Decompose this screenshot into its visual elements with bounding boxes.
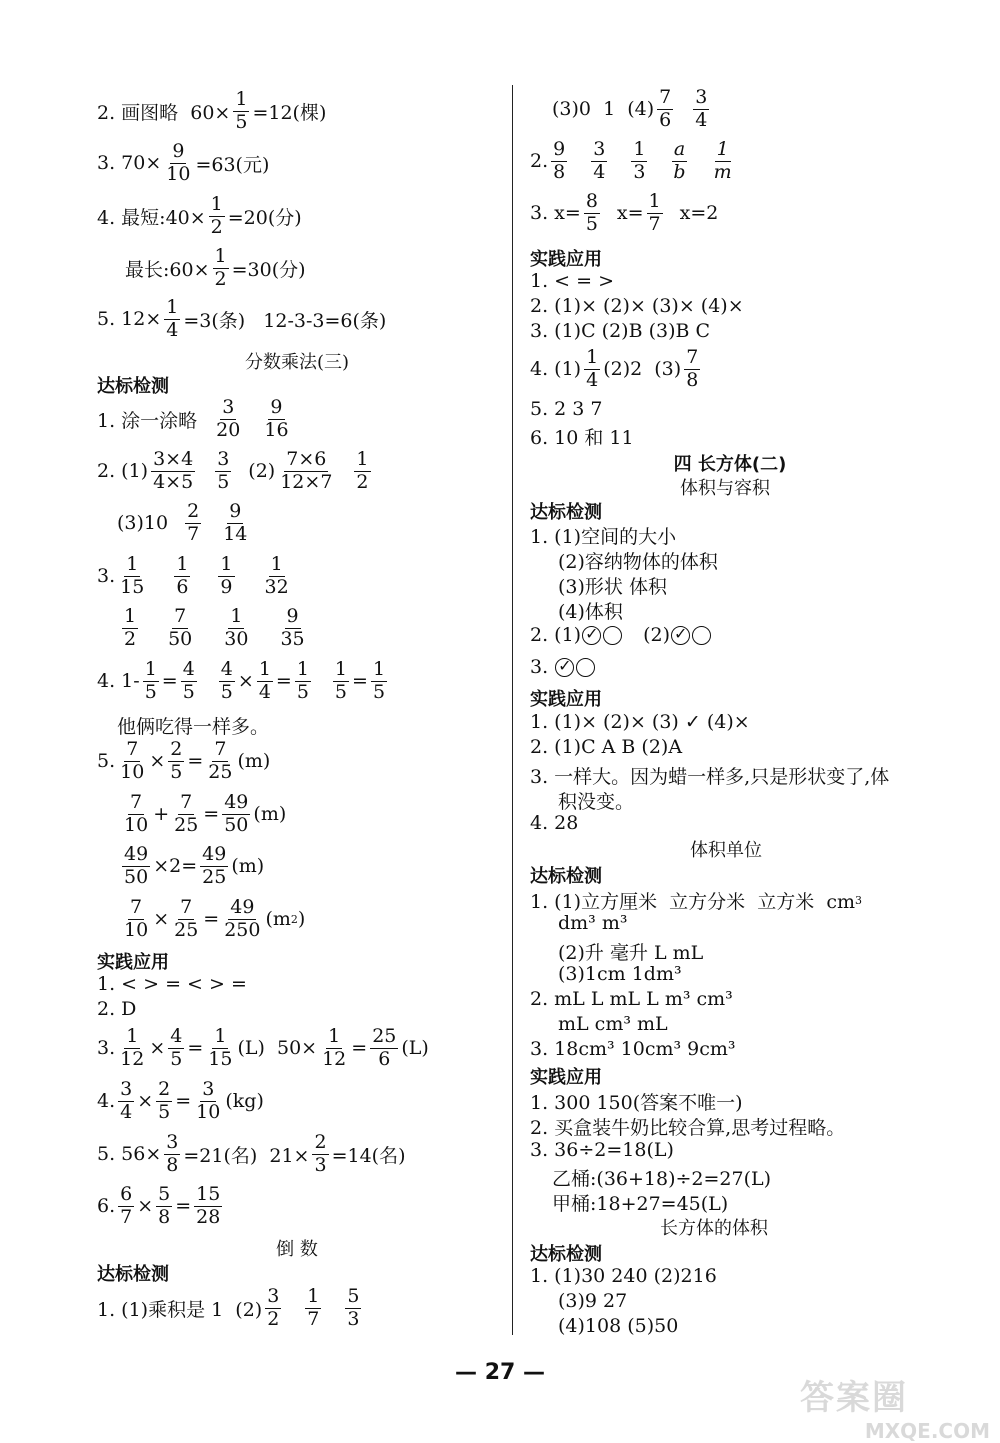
answer-text: 1. < = > <box>530 270 615 292</box>
answer-line: 3. 70× $\frac{9}{10}$ =63(元) <box>97 140 270 185</box>
answer-text: (4)108 (5)50 <box>558 1315 679 1337</box>
answer-text: 1. (1)× (2)× (3) ✓ (4)× <box>530 711 750 733</box>
answer-line: $\frac{49}{50}$ ×2= $\frac{49}{25}$ (m) <box>124 843 265 888</box>
answer-text: 1. (1)30 240 (2)216 <box>530 1265 717 1287</box>
fraction: $\frac{1}{4}$ <box>166 296 179 341</box>
fraction: $\frac{15}{28}$ <box>196 1183 221 1228</box>
fraction: $\frac{1}{6}$ <box>176 553 189 598</box>
fraction: $\frac{3}{4}$ <box>120 1078 133 1123</box>
answer-line: 5. $\frac{7}{10}$ × $\frac{2}{5}$ = $\frac{7}{25}$ (m) <box>97 738 271 783</box>
watermark-main: 答案圈 <box>800 1378 908 1418</box>
fraction: $\frac{3}{20}$ <box>216 396 241 441</box>
fraction: $\frac{7}{10}$ <box>120 738 145 783</box>
checked-circle-icon <box>671 626 690 645</box>
fraction: $\frac{9}{35}$ <box>280 605 305 650</box>
fraction: $\frac{8}{5}$ <box>585 190 598 235</box>
answer-text: 3. (1)C (2)B (3)B C <box>530 320 711 342</box>
answer-text: 1. (1)空间的大小 <box>530 526 677 548</box>
answer-text: 积没变。 <box>558 791 635 813</box>
watermark-logo <box>800 1370 990 1443</box>
answer-line: 5. 12× $\frac{1}{4}$ =3(条) 12-3-3=6(条) <box>97 296 387 341</box>
section-title: 体积单位 <box>690 840 762 861</box>
fraction: $\frac{1}{3}$ <box>633 138 646 183</box>
watermark-sub: MXQE.COM <box>864 1419 990 1443</box>
fraction: $\frac{49}{25}$ <box>202 843 227 888</box>
fraction: $\frac{7}{6}$ <box>659 86 672 131</box>
fraction: $\frac{7}{25}$ <box>174 896 199 941</box>
answer-line: 4. $\frac{3}{4}$ × $\frac{2}{5}$ = $\frac{3}{10}$ (kg) <box>97 1078 264 1123</box>
fraction: $\frac{4}{5}$ <box>170 1025 183 1070</box>
section-title: 倒 数 <box>276 1239 318 1260</box>
answer-text: 1. (1)立方厘米 立方分米 立方米 cm 3 <box>530 891 862 913</box>
answer-text: 2. mL L mL L m³ cm³ <box>530 988 733 1010</box>
fraction: $\frac{1}{5}$ <box>144 658 157 703</box>
answer-line: (3)0 1 (4) $\frac{7}{6}$ $\frac{3}{4}$ <box>552 86 708 131</box>
fraction: $\frac{1}{5}$ <box>296 658 309 703</box>
section-heading: 达标检测 <box>97 376 169 397</box>
answer-text: 3. 18cm³ 10cm³ 9cm³ <box>530 1038 736 1060</box>
fraction: $\frac{9}{14}$ <box>223 500 248 545</box>
section-heading: 达标检测 <box>97 1264 169 1285</box>
answer-line: $\frac{7}{10}$ × $\frac{7}{25}$ = $\frac{49}{250}$ (m 2 ) <box>124 896 306 941</box>
fraction: $\frac{4}{5}$ <box>182 658 195 703</box>
section-heading: 实践应用 <box>530 249 602 270</box>
fraction: $\frac{7}{50}$ <box>168 605 193 650</box>
answer-line: 1. (1)乘积是 1 (2) $\frac{3}{2}$ $\frac{1}{7}$ $\frac{5}{3}$ <box>97 1285 360 1330</box>
answer-text: 1. 300 150(答案不唯一) <box>530 1092 743 1114</box>
fraction: $\frac{7\times 6}{12\times 7}$ <box>280 448 333 493</box>
answer-line: 最长:60× $\frac{1}{2}$ =30(分) <box>125 245 306 290</box>
fraction: $\frac{1}{m}$ <box>713 138 732 183</box>
fraction: $\frac{1}{7}$ <box>307 1285 320 1330</box>
fraction: $\frac{6}{7}$ <box>120 1183 133 1228</box>
answer-text: 他俩吃得一样多。 <box>117 716 270 738</box>
answer-text: 乙桶:(36+18)÷2=27(L) <box>552 1168 772 1190</box>
answer-line: 4. (1) $\frac{1}{4}$ (2)2 (3) $\frac{7}{8}$ <box>530 346 699 391</box>
answer-text: 2. D <box>97 998 137 1020</box>
fraction: $\frac{7}{25}$ <box>208 738 233 783</box>
section-title: 长方体的体积 <box>660 1218 768 1239</box>
answer-text: 6. 10 和 11 <box>530 427 634 449</box>
answer-text: dm³ m³ <box>558 912 628 934</box>
answer-text: mL cm³ mL <box>558 1013 668 1035</box>
section-heading: 实践应用 <box>530 1067 602 1088</box>
fraction: $\frac{1}{9}$ <box>220 553 233 598</box>
fraction: $\frac{7}{25}$ <box>174 791 199 836</box>
answer-text: 甲桶:18+27=45(L) <box>552 1193 729 1215</box>
fraction: $\frac{1}{4}$ <box>586 346 599 391</box>
fraction: $\frac{2}{7}$ <box>187 500 200 545</box>
fraction: $\frac{1}{2}$ <box>124 605 137 650</box>
fraction: $\frac{5}{8}$ <box>158 1183 171 1228</box>
fraction: $\frac{49}{50}$ <box>124 843 149 888</box>
fraction: $\frac{1}{15}$ <box>208 1025 233 1070</box>
fraction: $\frac{3}{10}$ <box>196 1078 221 1123</box>
section-heading: 达标检测 <box>530 1244 602 1265</box>
fraction: $\frac{3}{4}$ <box>695 86 708 131</box>
fraction: $\frac{3}{4}$ <box>593 138 606 183</box>
answer-line: $\frac{7}{10}$ + $\frac{7}{25}$ = $\frac{49}{50}$ (m) <box>124 791 287 836</box>
answer-line: 2. (1) $\frac{3\times 4}{4\times 5}$ $\frac{3}{5}$ (2) $\frac{7\times 6}{12\times 7}$ $\frac{1}{2}$ <box>97 448 369 493</box>
fraction: $\frac{25}{6}$ <box>372 1025 397 1070</box>
column-divider <box>512 85 513 1335</box>
answer-text: 1. < > = < > = <box>97 973 247 995</box>
answer-line: 1. 涂一涂略 $\frac{3}{20}$ $\frac{9}{16}$ <box>97 396 289 441</box>
answer-line: (3)10 $\frac{2}{7}$ $\frac{9}{14}$ <box>117 500 248 545</box>
fraction: $\frac{3\times 4}{4\times 5}$ <box>153 448 194 493</box>
answer-text: 4. 28 <box>530 812 579 834</box>
fraction: $\frac{9}{16}$ <box>264 396 289 441</box>
unit-title: 四 长方体(二) <box>673 454 787 475</box>
answer-text: (3)9 27 <box>558 1290 628 1312</box>
answer-text: (2)容纳物体的体积 <box>558 551 718 573</box>
empty-circle-icon <box>692 626 711 645</box>
fraction: $\frac{49}{250}$ <box>224 896 261 941</box>
fraction: $\frac{1}{12}$ <box>322 1025 347 1070</box>
fraction: $\frac{7}{10}$ <box>124 896 149 941</box>
fraction: $\frac{1}{15}$ <box>120 553 145 598</box>
page-number: — 27 — <box>455 1360 545 1385</box>
answer-text: (2)升 毫升 L mL <box>558 942 704 964</box>
answer-line <box>119 607 310 650</box>
answer-text: 3. 一样大。因为蜡一样多,只是形状变了,体 <box>530 766 890 788</box>
checked-circle-icon <box>555 658 574 677</box>
answer-line: 2. (1) ✓ (2) ✓ <box>530 624 712 646</box>
section-heading: 实践应用 <box>530 689 602 710</box>
fraction: $\frac{2}{3}$ <box>314 1131 327 1176</box>
answer-line: 2. $\frac{9}{8}$ $\frac{3}{4}$ $\frac{1}{3}$ $\frac{a}{b}$ $\frac{1}{m}$ <box>530 138 732 183</box>
fraction: $\frac{1}{12}$ <box>120 1025 145 1070</box>
checked-circle-icon <box>582 626 601 645</box>
fraction: $\frac{7}{8}$ <box>686 346 699 391</box>
answer-text: 2. (1)× (2)× (3)× (4)× <box>530 295 744 317</box>
fraction: $\frac{1}{2}$ <box>210 193 223 238</box>
fraction: $\frac{1}{4}$ <box>258 658 271 703</box>
fraction: $\frac{a}{b}$ <box>673 138 686 183</box>
fraction: $\frac{2}{5}$ <box>170 738 183 783</box>
answer-text: 2. (1)C A B (2)A <box>530 736 683 758</box>
fraction: $\frac{5}{3}$ <box>347 1285 360 1330</box>
empty-circle-icon <box>576 658 595 677</box>
empty-circle-icon <box>603 626 622 645</box>
answer-text: (4)体积 <box>558 601 623 623</box>
fraction: $\frac{1}{2}$ <box>356 448 369 493</box>
section-title: 体积与容积 <box>680 478 770 499</box>
answer-text: 5. 2 3 7 <box>530 398 603 420</box>
answer-line: 6. $\frac{6}{7}$ × $\frac{5}{8}$ = $\frac{15}{28}$ <box>97 1183 221 1228</box>
answer-line: 3. $\frac{1}{12}$ × $\frac{4}{5}$ = $\frac{1}{15}$ (L) 50× $\frac{1}{12}$ = $\frac{25}{6}$ (L) <box>97 1025 429 1070</box>
fraction: $\frac{1}{7}$ <box>648 190 661 235</box>
answer-line: 3. x= $\frac{8}{5}$ x= $\frac{1}{7}$ x=2 <box>530 190 719 235</box>
answer-text: 3. 36÷2=18(L) <box>530 1139 674 1161</box>
answer-line: 2. 画图略 60× $\frac{1}{5}$ =12(棵) <box>97 88 327 133</box>
answer-line: 3. ✓ <box>530 656 596 678</box>
answer-line: 3. $\frac{1}{15}$ $\frac{1}{6}$ $\frac{1}{9}$ $\frac{1}{32}$ <box>97 553 289 598</box>
fraction: $\frac{9}{8}$ <box>553 138 566 183</box>
answer-text: (3)形状 体积 <box>558 576 667 598</box>
fraction: $\frac{3}{2}$ <box>267 1285 280 1330</box>
section-heading: 实践应用 <box>97 952 169 973</box>
answer-text: (3)1cm 1dm³ <box>558 963 682 985</box>
section-heading: 达标检测 <box>530 866 602 887</box>
answer-line: 4. 最短:40× $\frac{1}{2}$ =20(分) <box>97 193 302 238</box>
fraction: $\frac{4}{5}$ <box>220 658 233 703</box>
fraction: $\frac{7}{10}$ <box>124 791 149 836</box>
section-title: 分数乘法(三) <box>244 352 350 373</box>
answer-line: 4. 1- $\frac{1}{5}$ = $\frac{4}{5}$ $\frac{4}{5}$ × $\frac{1}{4}$ = $\frac{1}{5}$ $\frac{1}{5}$ = $\frac{1}{5}$ <box>97 658 386 703</box>
fraction: $\frac{1}{30}$ <box>224 605 249 650</box>
fraction: $\frac{49}{50}$ <box>224 791 249 836</box>
fraction: $\frac{1}{5}$ <box>372 658 386 703</box>
answer-line: 5. 56× $\frac{3}{8}$ =21(名) 21× $\frac{2}{3}$ =14(名) <box>97 1131 406 1176</box>
fraction: $\frac{3}{8}$ <box>166 1131 179 1176</box>
fraction: $\frac{1}{32}$ <box>264 553 289 598</box>
fraction: $\frac{2}{5}$ <box>158 1078 171 1123</box>
fraction: $\frac{3}{5}$ <box>217 448 230 493</box>
fraction: $\frac{1}{2}$ <box>214 245 227 290</box>
section-heading: 达标检测 <box>530 502 602 523</box>
fraction: $\frac{1}{5}$ <box>334 658 348 703</box>
answer-text: 2. 买盒装牛奶比较合算,思考过程略。 <box>530 1117 846 1139</box>
fraction: $\frac{1}{5}$ <box>235 88 248 133</box>
fraction: $\frac{9}{10}$ <box>166 140 191 185</box>
